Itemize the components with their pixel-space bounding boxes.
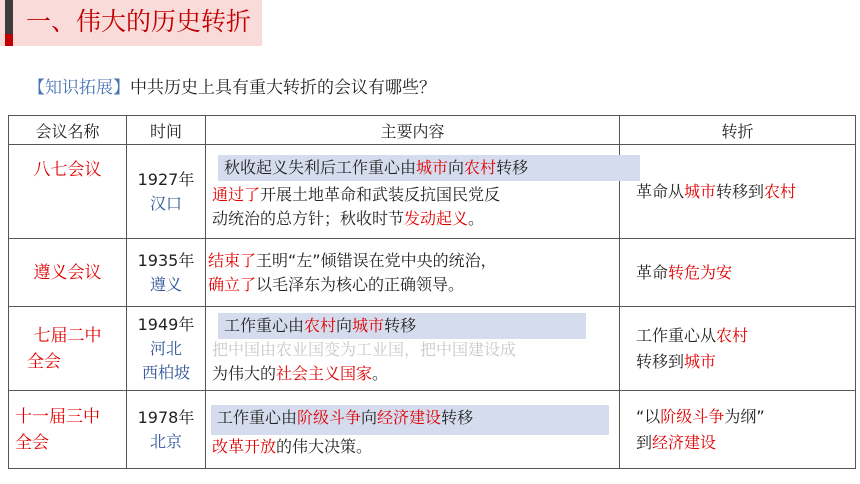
knowledge-question (28, 73, 436, 98)
meeting-name: 遵义会议 (9, 239, 127, 307)
overlay-row-3: 工作重心由农村向城市转移 (218, 313, 586, 339)
overlay-row-1: 秋收起义失利后工作重心由城市向农村转移 (218, 155, 640, 181)
meeting-time: 1978年 北京 (127, 391, 206, 469)
header-turn: 转折 (620, 116, 856, 145)
header-name: 会议名称 (9, 116, 127, 145)
meeting-turn: 革命转危为安 (620, 239, 856, 307)
meeting-time: 1949年 河北 西柏坡 (127, 307, 206, 391)
header-content: 主要内容 (206, 116, 620, 145)
meeting-turn: 革命从城市转移到农村 (620, 145, 856, 239)
meeting-time: 1927年 汉口 (127, 145, 206, 239)
meeting-name: 七届二中 全会 (9, 307, 127, 391)
meeting-turn: 工作重心从农村 转移到城市 (620, 307, 856, 391)
title-accent-red (5, 34, 13, 46)
meeting-content: 改革开放的伟大决策。 (206, 391, 620, 469)
meeting-time: 1935年 遵义 (127, 239, 206, 307)
meeting-name: 十一届三中 全会 (9, 391, 127, 469)
header-time: 时间 (127, 116, 206, 145)
meeting-content: 结束了王明“左”倾错误在党中央的统治， 确立了以毛泽东为核心的正确领导。 (206, 239, 620, 307)
meeting-content: 通过了开展土地革命和武装反抗国民党反 动统治的总方针；秋收时节发动起义。 (206, 145, 620, 239)
question-text: 中共历史上具有重大转折的会议有哪些？ (130, 78, 436, 98)
meeting-name: 八七会议 (9, 145, 127, 239)
page-title: 一、伟大的历史转折 (26, 7, 252, 36)
meeting-turn: “以阶级斗争为纲” 到经济建设 (620, 391, 856, 469)
table-row (9, 239, 856, 307)
table-header-row (9, 116, 856, 145)
question-tag: 【知识拓展】 (28, 78, 130, 98)
overlay-row-4: 工作重心由阶级斗争向经济建设转移 (211, 405, 609, 435)
meeting-content: 把中国由农业国变为工业国，把中国建设成 为伟大的社会主义国家。 (206, 307, 620, 391)
